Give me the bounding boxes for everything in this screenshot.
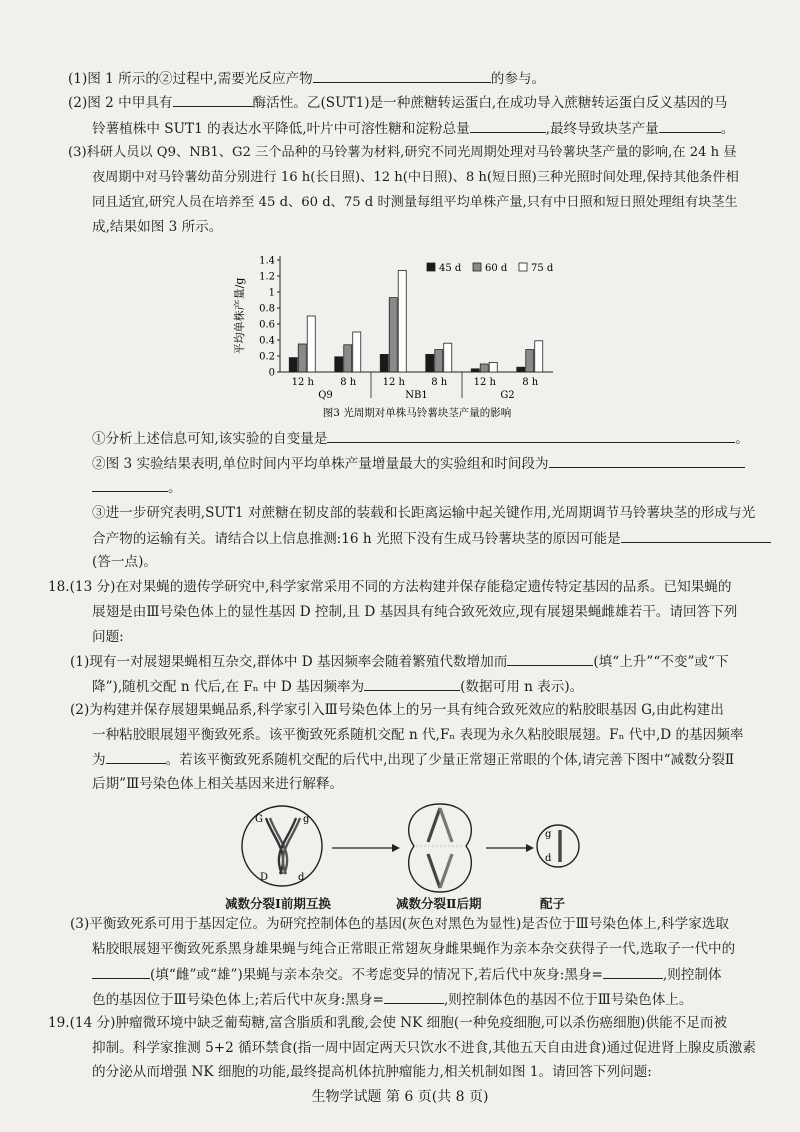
q17-part3-line3: 同且适宜,研究人员在培养至 45 d、60 d、75 d 时测量每组平均单株产量,只有中日照和短日照处理组有块茎生 bbox=[92, 195, 738, 210]
answer-blank[interactable] bbox=[327, 428, 735, 443]
q17-sub1: ①分析上述信息可知,该实验的自变量是 。 bbox=[92, 428, 749, 449]
q18-stem-line1: 18.(13 分)在对果蝇的遗传学研究中,科学家常采用不同的方法构建并保存能稳定遗传特定基因的品系。已知果蝇的 bbox=[48, 579, 732, 595]
bar-45d-1 bbox=[335, 357, 343, 372]
answer-blank[interactable] bbox=[92, 477, 168, 492]
q18-part1-line2: 降”),随机交配 n 代后,在 Fₙ 中 D 基因频率为 (数据可用 n 表示)。 bbox=[92, 676, 583, 697]
y-tick-label: 1.4 bbox=[259, 255, 275, 267]
answer-blank[interactable] bbox=[549, 453, 745, 468]
anaphase-cell bbox=[409, 804, 472, 892]
answer-blank[interactable] bbox=[507, 651, 593, 666]
q18-stem-line3: 问题: bbox=[92, 629, 124, 645]
gene-D-label: D bbox=[260, 872, 269, 883]
x-tick-label: 8 h bbox=[522, 377, 539, 388]
q17-sub3-line3: (答一点)。 bbox=[92, 554, 157, 570]
chromosome bbox=[428, 854, 440, 888]
bar-75d-0 bbox=[307, 316, 315, 372]
x-tick-label: 12 h bbox=[291, 377, 314, 388]
bar-45d-2 bbox=[380, 354, 388, 372]
legend-swatch bbox=[427, 263, 435, 271]
chromosome bbox=[428, 808, 440, 842]
y-tick-label: 0.8 bbox=[259, 303, 275, 315]
bar-60d-1 bbox=[344, 345, 352, 372]
legend-label: 45 d bbox=[439, 263, 462, 274]
q18-part2-line2: 一种粘胶眼展翅平衡致死系。该平衡致死系随机交配 n 代,Fₙ 表现为永久粘胶眼展翅。Fₙ 代中,D 的基因频率 bbox=[92, 727, 744, 743]
bar-75d-1 bbox=[353, 332, 361, 372]
chromosome bbox=[440, 808, 452, 842]
y-tick-label: 0.2 bbox=[259, 351, 275, 363]
arrow-head bbox=[526, 844, 534, 852]
y-axis-label: 平均单株产量/g bbox=[233, 277, 246, 355]
q19-stem-line3: 的分泌从而增强 NK 细胞的功能,最终提高机体抗肿瘤能力,相关机制如图 1。请回答下列问题: bbox=[92, 1064, 652, 1080]
q18-part3-line3: (填“雌”或“雄”)果蝇与亲本杂交。不考虑变异的情况下,若后代中灰身:黑身= ,则控制体 bbox=[92, 964, 722, 985]
q17-part2-line2: 铃薯植株中 SUT1 的表达水平降低,叶片中可溶性糖和淀粉总量 ,最终导致块茎产量 。 bbox=[92, 118, 734, 139]
bar-60d-4 bbox=[480, 364, 488, 372]
chromosome bbox=[440, 854, 452, 888]
gene-g-label: g bbox=[303, 814, 310, 825]
q18-part1-line1: (1)现有一对展翅果蝇相互杂交,群体中 D 基因频率会随着繁殖代数增加而 (填“上升”“不变”或“下 bbox=[70, 651, 729, 672]
q17-sub2: ②图 3 实验结果表明,单位时间内平均单株产量增量最大的实验组和时间段为 bbox=[92, 453, 745, 474]
chart-caption: 图3 光周期对单株马铃薯块茎产量的影响 bbox=[322, 407, 512, 419]
q17-part3-line2: 夜周期中对马铃薯幼苗分别进行 16 h(长日照)、12 h(中日照)、8 h(短日照)三种光照时间处理,保持其他条件相 bbox=[92, 170, 739, 185]
legend-label: 60 d bbox=[485, 263, 508, 274]
answer-blank[interactable] bbox=[364, 676, 460, 691]
bar-75d-2 bbox=[398, 270, 406, 372]
legend-swatch bbox=[519, 263, 527, 271]
q19-stem-line2: 抑制。科学家推测 5+2 循环禁食(指一周中固定两天只饮水不进食,其他五天自由进食)通过促进肾上腺皮质激素 bbox=[92, 1040, 756, 1056]
gene-g-label: g bbox=[545, 829, 552, 840]
q18-stem-line2: 展翅是由Ⅲ号染色体上的显性基因 D 控制,且 D 基因具有纯合致死效应,现有展翅果蝇雌雄若干。请回答下列 bbox=[92, 604, 738, 620]
group-label: G2 bbox=[500, 390, 515, 401]
x-tick-label: 8 h bbox=[431, 377, 448, 388]
y-tick-label: 1 bbox=[268, 287, 275, 299]
diagram-label-gamete: 配子 bbox=[540, 896, 566, 911]
answer-blank[interactable] bbox=[621, 528, 771, 543]
gene-d-label: d bbox=[545, 853, 552, 864]
bar-75d-3 bbox=[444, 343, 452, 372]
y-tick-label: 1.2 bbox=[259, 271, 275, 283]
bar-60d-2 bbox=[389, 298, 397, 372]
q17-part2-line1: (2)图 2 中甲具有 酶活性。乙(SUT1)是一种蔗糖转运蛋白,在成功导入蔗糖转运蛋白反义基因的马 bbox=[68, 92, 727, 113]
x-tick-label: 12 h bbox=[382, 377, 405, 388]
legend-swatch bbox=[473, 263, 481, 271]
q17-sub3-line1: ③进一步研究表明,SUT1 对蔗糖在韧皮部的装载和长距离运输中起关键作用,光周期调节马铃薯块茎的形成与光 bbox=[92, 505, 756, 521]
y-tick-label: 0.6 bbox=[259, 319, 275, 331]
bar-60d-0 bbox=[298, 344, 306, 372]
q18-part2-line3: 为 。若该平衡致死系随机交配的后代中,出现了少量正常翅正常眼的个体,请完善下图中“减数分裂Ⅱ bbox=[92, 749, 734, 770]
q19-stem-line1: 19.(14 分)肿瘤微环境中缺乏葡萄糖,富含脂质和乳酸,会使 NK 细胞(一种免疫细胞,可以杀伤癌细胞)供能不足而被 bbox=[48, 1015, 728, 1031]
q17-sub3-line2: 合产物的运输有关。请结合以上信息推测:16 h 光照下没有生成马铃薯块茎的原因可能是 bbox=[92, 528, 771, 549]
group-label: Q9 bbox=[318, 390, 333, 401]
answer-blank[interactable] bbox=[603, 964, 663, 979]
gene-G-label: G bbox=[255, 814, 263, 825]
answer-blank[interactable] bbox=[92, 964, 150, 979]
y-tick-label: 0.4 bbox=[259, 335, 275, 347]
answer-blank[interactable] bbox=[173, 92, 253, 107]
q18-part3-line2: 粘胶眼展翅平衡致死系黑身雄果蝇与纯合正常眼正常翅灰身雌果蝇作为亲本杂交获得子一代,选取子一代中的 bbox=[92, 941, 736, 957]
answer-blank[interactable] bbox=[384, 989, 444, 1004]
q17-part1: (1)图 1 所示的②过程中,需要光反应产物 的参与。 bbox=[68, 68, 545, 89]
answer-blank[interactable] bbox=[106, 749, 166, 764]
x-tick-label: 8 h bbox=[340, 377, 357, 388]
q18-part2-line4: 后期”Ⅲ号染色体上相关基因来进行解释。 bbox=[92, 776, 344, 792]
y-tick-label: 0 bbox=[268, 367, 275, 379]
group-label: NB1 bbox=[405, 390, 428, 401]
diagram-label-prophase: 减数分裂Ⅰ前期互换 bbox=[225, 896, 331, 911]
figure3-bar-chart bbox=[225, 248, 585, 423]
q17-part3-line1: (3)科研人员以 Q9、NB1、G2 三个品种的马铃薯为材料,研究不同光周期处理对马铃薯块茎产量的影响,在 24 h 昼 bbox=[68, 145, 737, 160]
answer-blank[interactable] bbox=[313, 68, 491, 83]
bar-45d-4 bbox=[471, 369, 479, 372]
bar-75d-5 bbox=[535, 341, 543, 372]
gene-d-label: d bbox=[298, 872, 305, 883]
q18-part2-line1: (2)为构建并保存展翅果蝇品系,科学家引入Ⅲ号染色体上的另一具有纯合致死效应的粘胶眼基因 G,由此构建出 bbox=[70, 702, 724, 718]
bar-45d-0 bbox=[289, 358, 297, 372]
bar-60d-5 bbox=[526, 350, 534, 372]
page-footer: 生物学试题 第 6 页(共 8 页) bbox=[311, 1089, 489, 1105]
prophase-cell bbox=[242, 806, 322, 886]
q17-part3-line4: 成,结果如图 3 所示。 bbox=[92, 219, 223, 235]
bar-45d-5 bbox=[517, 367, 525, 372]
meiosis-diagram bbox=[240, 800, 580, 896]
bar-60d-3 bbox=[435, 350, 443, 372]
answer-blank[interactable] bbox=[470, 118, 546, 133]
q18-part3-line1: (3)平衡致死系可用于基因定位。为研究控制体色的基因(灰色对黑色为显性)是否位于Ⅲ号染色体上,科学家选取 bbox=[70, 916, 730, 932]
bar-45d-3 bbox=[426, 354, 434, 372]
answer-blank[interactable] bbox=[659, 118, 721, 133]
diagram-label-anaphase: 减数分裂Ⅱ后期 bbox=[396, 896, 482, 911]
gamete-cell bbox=[537, 825, 579, 867]
q17-sub2-cont: 。 bbox=[92, 477, 182, 498]
legend-label: 75 d bbox=[531, 263, 554, 274]
bar-75d-4 bbox=[489, 362, 497, 372]
q18-part3-line4: 色的基因位于Ⅲ号染色体上;若后代中灰身:黑身= ,则控制体色的基因不位于Ⅲ号染色体上。 bbox=[92, 989, 692, 1010]
arrow-head bbox=[392, 844, 400, 852]
x-tick-label: 12 h bbox=[473, 377, 496, 388]
